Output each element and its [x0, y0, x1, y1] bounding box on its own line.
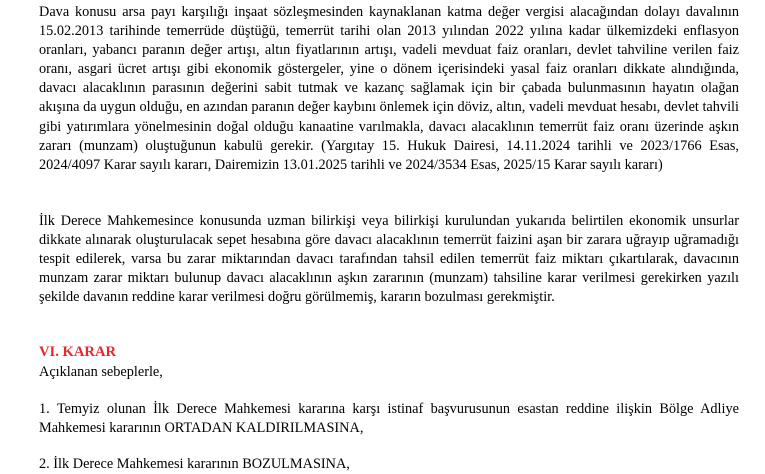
paragraph-reasoning: Dava konusu arsa payı karşılığı inşaat sözleşmesinden kaynaklanan katma değer vergisi alacağından dolayı davalının 15.02.2013 tarihinde temerrüde düştüğü, temerrüt tarihi olan 2013 yılından 2022 yılına kadar ülkemizdeki enflasyon oranları, yabancı paranın değer artışı, altın fiyatlarının artışı, vadeli mevduat faiz oranları, devlet tahviline verilen faiz oranı, asgari ücret artışı gibi ekonomik göstergeler, yine o dönem içerisindeki yasal faiz oranları dikkate alındığında, davacı alacaklının parasının değerini sabit tutmak ve kazanç sağlamak için bir çabada bulunmasının hayatın olağan akışına da uygun olduğu, en azından paranın değer kaybını önlemek için döviz, altın, vadeli mevduat hesabı, devlet tahvili gibi yatırımlara yönelmesinin doğal olduğu kanaatine varılmakla, davacı alacaklının temerrüt faiz oranı üzerinde aşkın zararı (munzam) oluştuğunun kabulü gerekir. (Yargıtay 15. Hukuk Dairesi, 14.11.2024 tarihli ve 2023/1766 Esas, 2024/4097 Karar sayılı kararı, Dairemizin 13.01.2025 tarihli ve 2024/3534 Esas, 2025/15 Karar sayılı kararı)	[39, 4, 739, 173]
section-heading-karar: VI. KARAR	[39, 344, 117, 360]
decision-item-1: 1. Temyiz olunan İlk Derece Mahkemesi kararına karşı istinaf başvurusunun esastan reddine ilişkin Bölge Adliye Mahkemesi kararının ORTADAN KALDIRILMASINA,	[39, 401, 739, 437]
paragraph-ruling-basis: İlk Derece Mahkemesince konusunda uzman bilirkişi veya bilirkişi kurulundan yukarıda belirtilen ekonomik unsurlar dikkate alınarak oluşturulacak sepet hesabına göre davacı alacaklının temerrüt faizini aşan bir zarara uğrayıp uğramadığı tespit edilerek, varsa bu zarar miktarından davacı tarafından tahsil edilen temerrüt faiz miktarı çıkartılarak, davacının munzam zarar miktarı bulunup davacı alacaklının aşkın zararının (munzam) tahsiline karar verilmesi gerekirken yazılı şekilde davanın reddine karar verilmesi doğru görülmemiş, kararın bozulması gerekmiştir.	[39, 213, 739, 306]
decision-intro: Açıklanan sebeplerle,	[39, 364, 163, 380]
decision-item-2: 2. İlk Derece Mahkemesi kararının BOZULMASINA,	[39, 456, 350, 472]
